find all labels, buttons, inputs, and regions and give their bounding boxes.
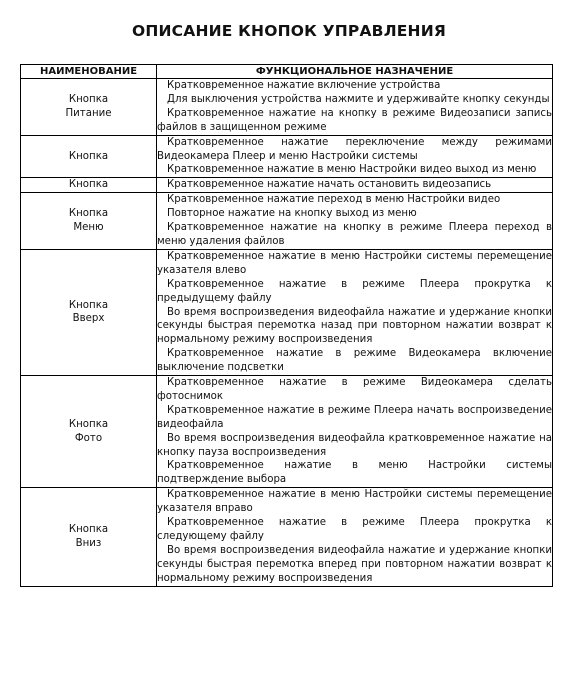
function-description-cell (157, 376, 553, 488)
function-description-line: Во время воспроизведения видеофайла нажатие и удержание кнопки секунды быстрая перемотка вперед при повторном нажатии возврат к нормальному режиму воспроизведения (157, 544, 552, 584)
table-row (21, 79, 553, 136)
button-name-line: Кнопка (68, 179, 109, 191)
button-name-line: Кнопка (68, 524, 109, 536)
button-name-line: Вверх (72, 313, 105, 325)
function-description-line: Кратковременное нажатие в меню Настройки системы перемещение указателя влево (157, 250, 552, 276)
function-description-line: Кратковременное нажатие в режиме Плеера начать воспроизведение видеофайла (157, 404, 552, 430)
button-name-cell (21, 178, 157, 193)
document-title: ОПИСАНИЕ КНОПОК УПРАВЛЕНИЯ (131, 22, 447, 40)
table-row (21, 193, 553, 250)
function-description-cell (157, 249, 553, 375)
table-row (21, 488, 553, 586)
function-description-line: Во время воспроизведения видеофайла кратковременное нажатие на кнопку пауза воспроизведения (157, 432, 552, 458)
function-description-line: Кратковременное нажатие в режиме Плеера прокрутка к следующему файлу (157, 517, 552, 542)
button-name-line: Питание (65, 107, 112, 119)
button-name-cell (21, 135, 157, 178)
function-description-line: Кратковременное нажатие в меню Настройки системы перемещение указателя вправо (157, 489, 552, 515)
table-body (21, 79, 553, 587)
button-name-cell (21, 193, 157, 250)
function-description-line: Кратковременное нажатие переход в меню Настройки видео (167, 194, 501, 206)
button-name-line: Кнопка (68, 299, 109, 311)
button-name-line: Кнопка (68, 208, 109, 220)
function-description-cell (157, 193, 553, 250)
function-description-cell (157, 79, 553, 136)
header-row (21, 65, 553, 79)
table-row (21, 135, 553, 178)
function-description-line: Кратковременное нажатие в меню Настройки видео выход из меню (167, 164, 537, 176)
function-description-line: Кратковременное нажатие переключение между режимами Видеокамера Плеер и меню Настройки системы (157, 136, 552, 162)
function-description-cell (157, 178, 553, 193)
function-description-line: Кратковременное нажатие на кнопку в режиме Плеера переход в меню удаления файлов (157, 222, 552, 247)
button-name-line: Кнопка (68, 93, 109, 105)
button-name-cell (21, 249, 157, 375)
function-description-line: Кратковременное нажатие в режиме Видеокамера включение выключение подсветки (157, 348, 552, 374)
function-description-line: Для выключения устройства нажмите и удерживайте кнопку секунды (167, 93, 550, 105)
table-header (21, 65, 553, 79)
button-name-cell (21, 488, 157, 586)
header-function: ФУНКЦИОНАЛЬНОЕ НАЗНАЧЕНИЕ (157, 65, 553, 79)
function-description-line: Кратковременное нажатие на кнопку в режиме Видеозаписи запись файлов в защищенном режиме (157, 107, 552, 133)
header-name: НАИМЕНОВАНИЕ (21, 65, 157, 79)
buttons-description-table (20, 64, 553, 587)
button-name-line: Вниз (75, 537, 102, 549)
table-row (21, 249, 553, 375)
button-name-line: Меню (73, 222, 104, 234)
function-description-cell (157, 135, 553, 178)
function-description-line: Кратковременное нажатие включение устройства (167, 80, 441, 91)
function-description-line: Кратковременное нажатие начать остановить видеозапись (167, 179, 492, 191)
button-name-line: Кнопка (68, 418, 109, 430)
table-row (21, 376, 553, 488)
button-name-cell (21, 79, 157, 136)
button-name-line: Кнопка (68, 150, 109, 162)
button-name-cell (21, 376, 157, 488)
function-description-line: Во время воспроизведения видеофайла нажатие и удержание кнопки секунды быстрая перемотка назад при повторном нажатии возврат к нормальному режиму воспроизведения (157, 306, 552, 346)
function-description-line: Кратковременное нажатие в меню Настройки системы подтверждение выбора (157, 460, 552, 486)
function-description-line: Кратковременное нажатие в режиме Плеера прокрутка к предыдущему файлу (157, 278, 552, 304)
function-description-cell (157, 488, 553, 586)
function-description-line: Кратковременное нажатие в режиме Видеокамера сделать фотоснимок (157, 377, 552, 402)
table-row (21, 178, 553, 193)
button-name-line: Фото (74, 432, 103, 444)
function-description-line: Повторное нажатие на кнопку выход из меню (167, 208, 417, 220)
